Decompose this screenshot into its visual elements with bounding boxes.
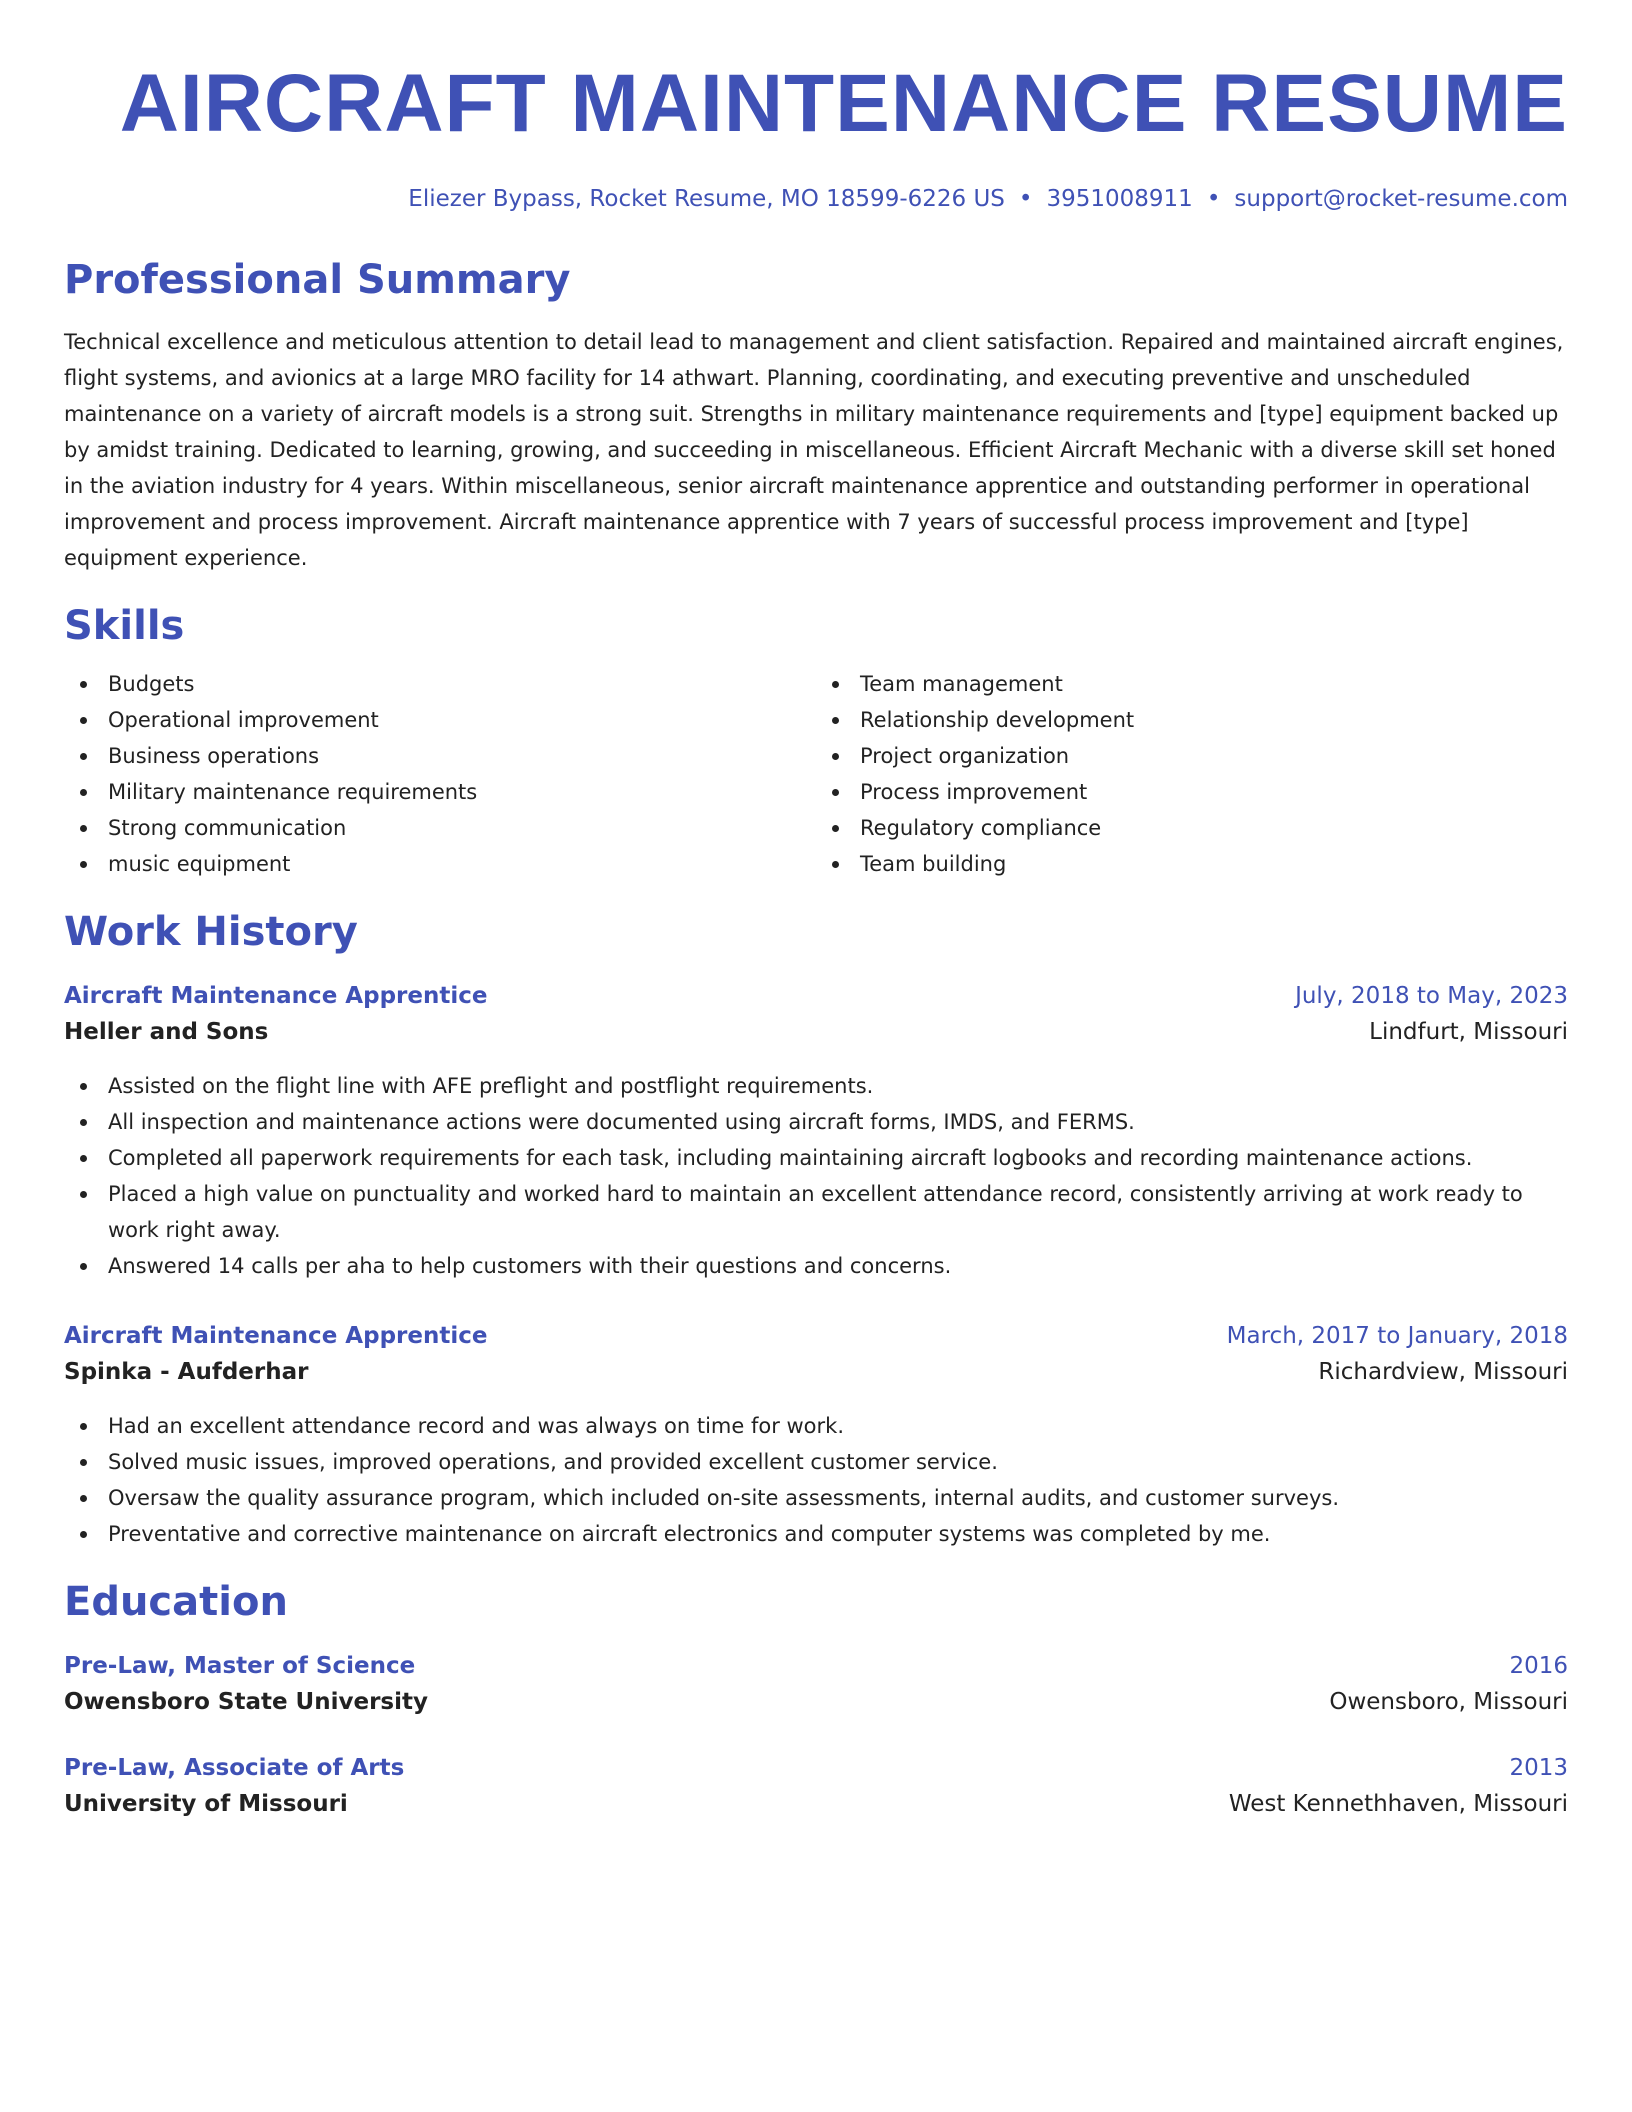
contact-separator: • [1018, 186, 1033, 212]
job-dates: July, 2018 to May, 2023 [1295, 983, 1568, 1009]
education-year: 2013 [1509, 1755, 1568, 1781]
skill-item: Team building [816, 846, 1568, 882]
skills-column-right [816, 666, 1568, 882]
job-bullet: Oversaw the quality assurance program, which included on-site assessments, internal audits, and customer surveys. [64, 1480, 1568, 1516]
job-title: Aircraft Maintenance Apprentice [64, 983, 488, 1009]
contact-email[interactable]: support@rocket-resume.com [1234, 186, 1568, 212]
contact-line [64, 184, 1568, 214]
skills-heading: Skills [64, 603, 185, 649]
skills-list [64, 666, 1568, 882]
education-school: University of Missouri [64, 1791, 348, 1817]
job-title: Aircraft Maintenance Apprentice [64, 1323, 488, 1349]
education-header-row [64, 1750, 1568, 1786]
summary-heading: Professional Summary [64, 257, 571, 303]
job-bullets [64, 1408, 1568, 1552]
skill-item: Strong communication [64, 810, 816, 846]
skill-item: Operational improvement [64, 702, 816, 738]
education-degree: Pre-Law, Master of Science [64, 1653, 416, 1679]
job-bullet: All inspection and maintenance actions were documented using aircraft forms, IMDS, and FERMS. [64, 1104, 1568, 1140]
job-bullets [64, 1068, 1568, 1284]
education-school: Owensboro State University [64, 1689, 428, 1715]
skill-item: Process improvement [816, 774, 1568, 810]
job-entry [64, 1318, 1568, 1552]
job-company-row [64, 1014, 1568, 1050]
summary-text: Technical excellence and meticulous attention to detail lead to management and client satisfaction. Repaired and maintained aircraft engines, flight systems, and avionics at a large MRO facility for 14 athwart. Planning, coordinating, and executing preventive and unscheduled maintenance on a variety of aircraft models is a strong suit. Strengths in military maintenance requirements and [type] equipment backed up by amidst training. Dedicated to learning, growing, and succeeding in miscellaneous. Efficient Aircraft Mechanic with a diverse skill set honed in the aviation industry for 4 years. Within miscellaneous, senior aircraft maintenance apprentice and outstanding performer in operational improvement and process improvement. Aircraft maintenance apprentice with 7 years of successful process improvement and [type] equipment experience. [64, 330, 1564, 570]
job-bullet: Placed a high value on punctuality and worked hard to maintain an excellent attendance record, consistently arriving at work ready to work right away. [64, 1176, 1568, 1248]
education-school-row [64, 1786, 1568, 1822]
job-location: Richardview, Missouri [1318, 1359, 1568, 1385]
resume-header [64, 0, 1568, 214]
education-entry [64, 1750, 1568, 1822]
education-degree: Pre-Law, Associate of Arts [64, 1755, 405, 1781]
education-header-row [64, 1648, 1568, 1684]
skill-item: Project organization [816, 738, 1568, 774]
education-year: 2016 [1509, 1653, 1568, 1679]
job-bullet: Had an excellent attendance record and was always on time for work. [64, 1408, 1568, 1444]
job-dates: March, 2017 to January, 2018 [1226, 1323, 1568, 1349]
job-header-row [64, 978, 1568, 1014]
skill-item: music equipment [64, 846, 816, 882]
job-company: Heller and Sons [64, 1019, 269, 1045]
skills-column-left [64, 666, 816, 882]
education-school-row [64, 1684, 1568, 1720]
skill-item: Regulatory compliance [816, 810, 1568, 846]
work-history-heading: Work History [64, 909, 358, 955]
job-bullet: Assisted on the flight line with AFE preflight and postflight requirements. [64, 1068, 1568, 1104]
contact-separator: • [1206, 186, 1221, 212]
resume-title: AIRCRAFT MAINTENANCE RESUME [119, 58, 1568, 149]
job-header-row [64, 1318, 1568, 1354]
job-bullet: Answered 14 calls per aha to help customers with their questions and concerns. [64, 1248, 1568, 1284]
skill-item: Team management [816, 666, 1568, 702]
education-heading: Education [64, 1579, 288, 1625]
skill-item: Relationship development [816, 702, 1568, 738]
job-bullet: Completed all paperwork requirements for each task, including maintaining aircraft logbooks and recording maintenance actions. [64, 1140, 1568, 1176]
skill-item: Budgets [64, 666, 816, 702]
job-entry [64, 978, 1568, 1284]
education-location: West Kennethhaven, Missouri [1228, 1791, 1568, 1817]
skill-item: Military maintenance requirements [64, 774, 816, 810]
job-location: Lindfurt, Missouri [1369, 1019, 1568, 1045]
job-company-row [64, 1354, 1568, 1390]
contact-phone[interactable]: 3951008911 [1046, 186, 1193, 212]
job-bullet: Solved music issues, improved operations, and provided excellent customer service. [64, 1444, 1568, 1480]
skill-item: Business operations [64, 738, 816, 774]
job-company: Spinka - Aufderhar [64, 1359, 309, 1385]
education-entry [64, 1648, 1568, 1720]
contact-address: Eliezer Bypass, Rocket Resume, MO 18599-6226 US [408, 186, 1005, 212]
education-location: Owensboro, Missouri [1329, 1689, 1568, 1715]
job-bullet: Preventative and corrective maintenance on aircraft electronics and computer systems was completed by me. [64, 1516, 1568, 1552]
